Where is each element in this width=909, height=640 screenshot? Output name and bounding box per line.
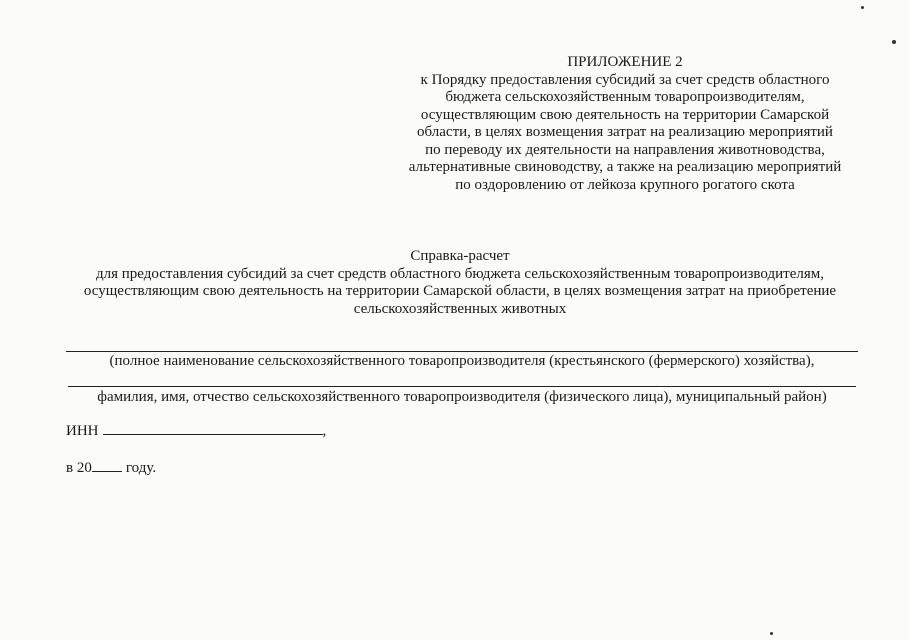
appendix-line: бюджета сельскохозяйственным товаропроизводителям, [445, 89, 805, 105]
year-suffix: году. [125, 460, 157, 476]
scan-speck [892, 40, 896, 44]
title-line: для предоставления субсидий за счет средств областного бюджета сельскохозяйственным товаропроизводителям, [96, 265, 824, 282]
producer-name-caption: (полное наименование сельскохозяйственного товаропроизводителя (крестьянского (фермерского) хозяйства), [109, 353, 815, 369]
appendix-line: области, в целях возмещения затрат на реализацию мероприятий [417, 124, 833, 140]
year-field [66, 458, 156, 477]
inn-label: ИНН [66, 423, 99, 439]
title-line: осуществляющим свою деятельность на территории Самарской области, в целях возмещения затрат на приобретение [83, 283, 837, 299]
inn-blank[interactable] [103, 420, 323, 435]
year-prefix: в 20 [66, 460, 92, 476]
appendix-header [390, 54, 860, 194]
appendix-line: по переводу их деятельности на направления животноводства, [425, 141, 825, 158]
appendix-line: к Порядку предоставления субсидий за счет средств областного [420, 71, 830, 88]
inn-suffix: , [322, 423, 327, 439]
person-name-line[interactable] [68, 386, 856, 387]
appendix-line: осуществляющим свою деятельность на территории Самарской [420, 106, 830, 123]
title-heading: Справка-расчет [410, 248, 510, 264]
inn-field [66, 420, 326, 440]
scan-speck [770, 632, 773, 635]
appendix-heading: ПРИЛОЖЕНИЕ 2 [567, 54, 683, 70]
year-blank[interactable] [92, 458, 122, 472]
title-line: сельскохозяйственных животных [353, 300, 567, 317]
document-title [40, 248, 880, 318]
scan-speck [861, 6, 864, 9]
appendix-line: по оздоровлению от лейкоза крупного рогатого скота [455, 176, 795, 193]
person-name-caption: фамилия, имя, отчество сельскохозяйственного товаропроизводителя (физического лица), муниципальный район) [97, 389, 827, 405]
producer-name-line[interactable] [66, 351, 858, 352]
appendix-line: альтернативные свиноводству, а также на реализацию мероприятий [408, 159, 842, 175]
